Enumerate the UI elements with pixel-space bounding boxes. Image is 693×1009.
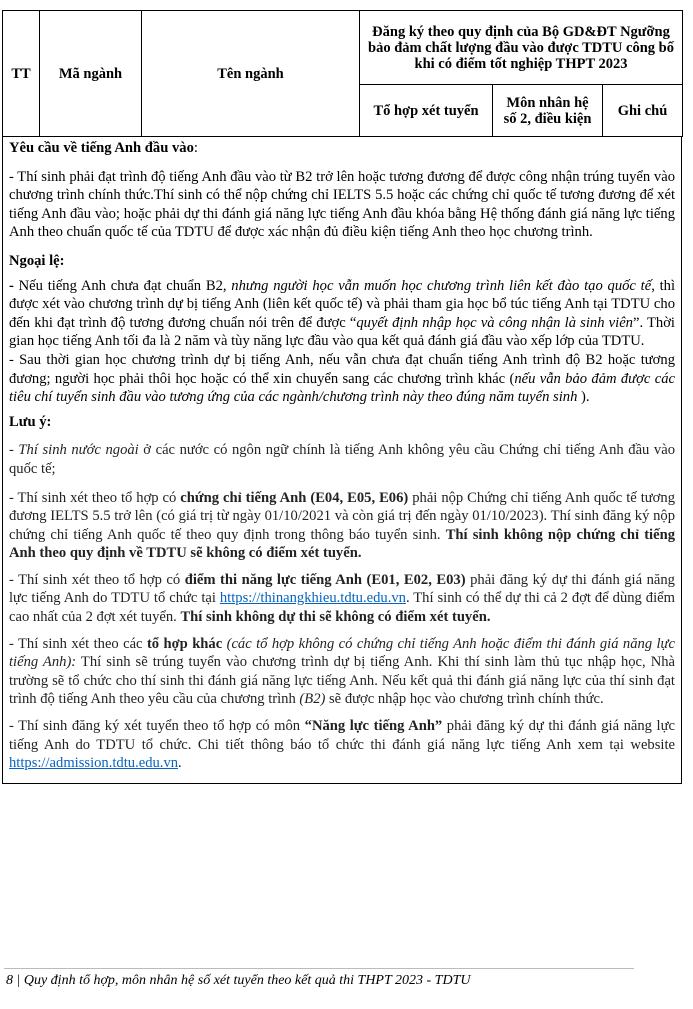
note-3: - Thí sinh xét theo tổ hợp có điểm thi năng lực tiếng Anh (E01, E02, E03) phải đăng ký dự thi đánh giá năng lực tiếng Anh do TDTU tổ chức tại https://thinangkhieu.tdtu.edu.vn. Thí sinh có thể dự thi cả 2 đợt để dùng điểm cao nhất của 2 đợt xét tuyển. Thí sinh không dự thi sẽ không có điểm xét tuyển. — [9, 571, 675, 626]
page-footer: 8 | Quy định tổ hợp, môn nhân hệ số xét tuyển theo kết quả thi THPT 2023 - TDTU — [6, 973, 471, 988]
content-cell — [2, 137, 682, 784]
note-4: - Thí sinh xét theo các tổ hợp khác (các tổ hợp không có chứng chỉ tiếng Anh hoặc điểm thi đánh giá năng lực tiếng Anh): Thí sinh sẽ trúng tuyển vào chương trình dự bị tiếng Anh. Khi thí sinh làm thủ tục nhập học, Nhà trường sẽ tổ chức cho thí sinh thi đánh giá năng lực tiếng Anh. Nếu kết quả thi đánh giá năng lực của thí sinh đạt trình độ tiếng Anh theo yêu cầu của chương trình (B2) sẽ được nhập học vào chương trình chính thức. — [9, 635, 676, 708]
footer-divider — [4, 968, 634, 969]
section-note-heading: Lưu ý: — [9, 413, 52, 430]
document-page — [2, 10, 682, 784]
exception-paragraph-2: - Sau thời gian học chương trình dự bị tiếng Anh, nếu vẫn chưa đạt chuẩn tiếng Anh trình độ B2 hoặc tương đương; người học phải thôi học hoặc có thể xin chuyển sang các chương trình khác (nếu vẫn bảo đảm được các tiêu chí tuyển sinh đầu vào tương ứng của các ngành/chương trình này theo đúng năm tuyển sinh ). — [9, 351, 675, 406]
header-ma-nganh: Mã ngành — [40, 11, 142, 137]
admission-link[interactable]: https://admission.tdtu.edu.vn — [9, 755, 179, 772]
thinangkhieu-link[interactable]: https://thinangkhieu.tdtu.edu.vn — [219, 590, 406, 607]
header-table — [2, 10, 683, 137]
note-2: - Thí sinh xét theo tổ hợp có chứng chỉ tiếng Anh (E04, E05, E06) phải nộp Chứng chỉ tiếng Anh quốc tế tương đương IELTS 5.5 trở lên (có giá trị từ ngày 01/10/2021 và còn giá trị đến ngày 01/10/2023). Thí sinh đăng ký nộp chứng chỉ tiếng Anh quốc tế theo quy định trong thông báo tuyển sinh. Thí sinh không nộp chứng chỉ tiếng Anh theo quy định về TDTU sẽ không có điểm xét tuyển. — [9, 489, 675, 562]
note-5: - Thí sinh đăng ký xét tuyển theo tổ hợp có môn “Năng lực tiếng Anh” phải đăng ký dự thi đánh giá năng lực tiếng Anh do TDTU tổ chức. Chi tiết thông báo tổ chức thi đánh giá năng lực tiếng Anh xem tại website https://admission.tdtu.edu.vn. — [9, 718, 675, 772]
exception-paragraph-1: - Nếu tiếng Anh chưa đạt chuẩn B2, nhưng người học vẫn muốn học chương trình liên kết đào tạo quốc tế, thì được xét vào chương trình dự bị tiếng Anh (liên kết quốc tế) và phải tham gia học bổ túc tiếng Anh tại TDTU cho đến khi đạt trình độ tương đương chuẩn nói trên để được “quyết định nhập học và công nhận là sinh viên”. Thời gian học tiếng Anh tối đa là 2 năm và tùy năng lực đầu vào qua kết quả đánh giá đầu vào xếp lớp của TDTU. — [9, 277, 676, 350]
section-exception-heading: Ngoại lệ: — [9, 252, 65, 269]
header-ten-nganh: Tên ngành — [142, 11, 360, 137]
header-tt: TT — [3, 11, 40, 137]
header-ghi-chu: Ghi chú — [603, 85, 683, 137]
english-requirement-paragraph: - Thí sinh phải đạt trình độ tiếng Anh đầu vào từ B2 trở lên hoặc tương đương để được công nhận trúng tuyển vào chương trình chính thức.Thí sinh có thể nộp chứng chỉ IELTS 5.5 hoặc các chứng chỉ quốc tế tương đương để xét tiếng Anh đầu vào; hoặc phải dự thi đánh giá năng lực tiếng Anh đầu khóa bằng Hệ thống đánh giá năng lực tiếng Anh theo chuẩn quốc tế của TDTU để được xác nhận đủ điều kiện tiếng Anh theo học chương trình. — [9, 168, 675, 241]
header-top-title: Đăng ký theo quy định của Bộ GD&ĐT Ngưỡng bảo đảm chất lượng đầu vào được TDTU công bố khi có điểm tốt nghiệp THPT 2023 — [360, 11, 683, 85]
note-1: - Thí sinh nước ngoài ở các nước có ngôn ngữ chính là tiếng Anh không yêu cầu Chứng chỉ tiếng Anh đầu vào quốc tế; — [9, 442, 675, 477]
section-english-requirement-heading: Yêu cầu về tiếng Anh đầu vào: — [9, 140, 198, 156]
header-to-hop: Tổ hợp xét tuyển — [360, 85, 493, 137]
header-mon-nhan: Môn nhân hệ số 2, điều kiện — [493, 85, 603, 137]
